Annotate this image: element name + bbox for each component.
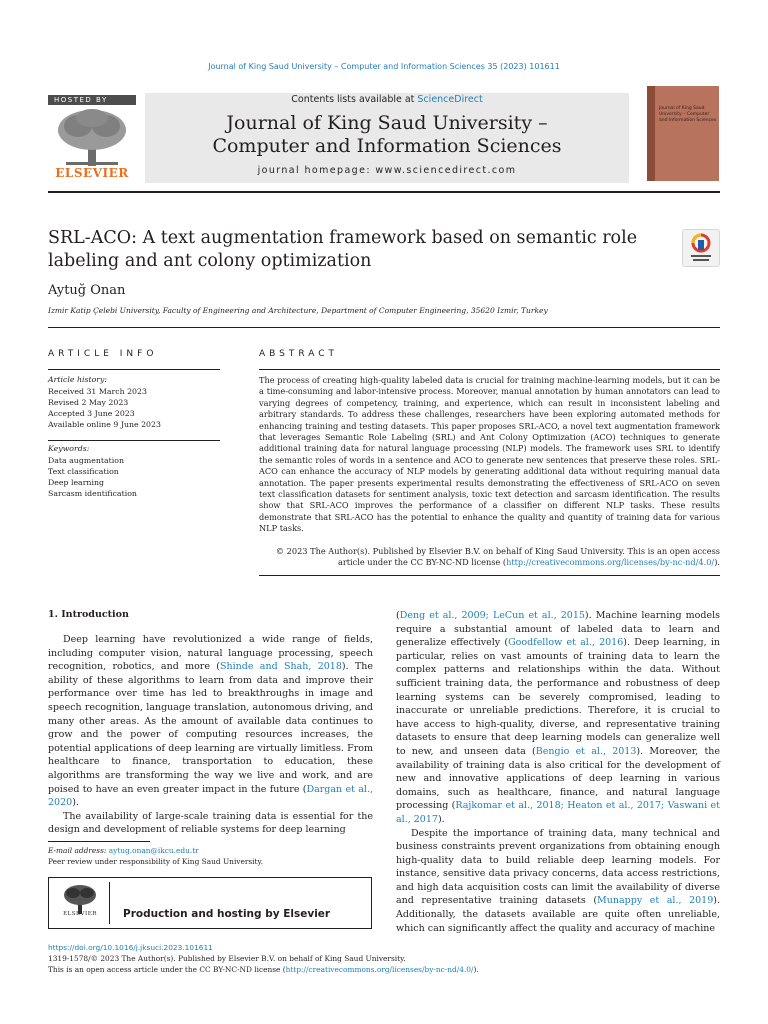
elsevier-wordmark: ELSEVIER	[55, 166, 129, 180]
paragraph-text: ).	[437, 813, 445, 825]
intro-right-column	[396, 609, 720, 935]
intro-left-column	[48, 633, 373, 837]
keyword-item: Data augmentation	[48, 456, 124, 465]
footnote-email	[48, 846, 199, 855]
cover-spine	[647, 86, 655, 181]
paragraph-text: ). Moreover, the availability of training data is also critical for the development of new and innovative applications of deep learning in various domains, such as healthcare, finance, and natural language processing (	[396, 745, 721, 812]
license-link-bottom[interactable]: http://creativecommons.org/licenses/by-nc-nd/4.0/	[285, 965, 474, 974]
citation-link[interactable]: Deng et al., 2009; LeCun et al., 2015	[399, 610, 585, 621]
article-history-heading: Article history:	[48, 375, 108, 384]
intro-paragraph	[396, 827, 720, 936]
license-link[interactable]: http://creativecommons.org/licenses/by-nc-nd/4.0/	[506, 557, 715, 568]
email-label: E-mail address:	[48, 846, 109, 855]
keywords-rule	[48, 440, 220, 441]
introduction-heading: 1. Introduction	[48, 609, 129, 620]
intro-paragraph	[396, 609, 720, 827]
header-rule	[48, 191, 720, 193]
article-title-line2: labeling and ant colony optimization	[48, 251, 372, 271]
history-accepted: Accepted 3 June 2023	[48, 409, 135, 418]
author-name[interactable]: Aytuğ Onan	[48, 283, 126, 298]
journal-cover-thumbnail[interactable]	[647, 86, 719, 181]
intro-paragraph	[48, 633, 373, 810]
history-revised: Revised 2 May 2023	[48, 398, 129, 407]
paragraph-text: Despite the importance of training data, many technical and business constraints prevent organizations from obtaining enough high-quality data to build reliable deep learning models. For instance, sensitive data privacy concerns, data access restrictions, and high data acquisition costs can limit the availability of diverse and representative training datasets (	[396, 827, 720, 907]
journal-title-line2: Computer and Information Sciences	[212, 135, 562, 157]
footnote-peer-review: Peer review under responsibility of King Saud University.	[48, 857, 264, 866]
author-affiliation: Izmir Katip Çelebi University, Faculty of Engineering and Architecture, Department of Computer Engineering, 35620 Izmir, Turkey	[48, 306, 548, 315]
issn-line: 1319-1578/© 2023 The Author(s). Published by Elsevier B.V. on behalf of King Saud University.	[48, 954, 406, 963]
keywords-heading: Keywords:	[48, 444, 90, 453]
elsevier-tree-logo	[48, 106, 136, 172]
keyword-item: Deep learning	[48, 478, 104, 487]
journal-title-line1: Journal of King Saud University –	[226, 112, 548, 134]
contents-line	[145, 94, 629, 105]
paragraph-text: ). Machine learning models require a substantial amount of labeled data to learn and generalize effectively (	[396, 610, 720, 649]
article-title	[48, 227, 648, 273]
abstract-rule	[259, 369, 720, 370]
paragraph-text: ). Deep learning, in particular, relies on vast amounts of training data to learn the complex patterns and relationships within the data. Without sufficient training data, the performance and robustness of deep learning systems can be severely compromised, leading to inaccurate or unreliable predictions. Therefore, it is crucial to have access to high-quality, diverse, and representative training datasets to ensure that deep learning models can generalize well to new, and unseen data (	[396, 637, 720, 757]
abstract-text: The process of creating high-quality labeled data is crucial for training machine-learning models, but it can be a time-consuming and labor-intensive process. Moreover, manual annotation by human annotators can lead to varying degrees of competency, training, and experience, which can result in inconsistent labeling and arbitrary standards. To address these challenges, researchers have been exploring automated methods for enhancing training and testing datasets. This paper proposes SRL-ACO, a novel text augmentation framework that leverages Semantic Role Labeling (SRL) and Ant Colony Optimization (ACO) techniques to generate additional training data for natural language processing (NLP) models. The framework uses SRL to identify the semantic roles of words in a sentence and ACO to generate new sentences that preserve these roles. SRL-ACO can enhance the accuracy of NLP models by generating additional data without requiring manual data annotation. The paper presents experimental results demonstrating the effectiveness of SRL-ACO on seven text classification datasets for sentiment analysis, toxic text detection and sarcasm identification. The results show that SRL-ACO improves the performance of a classifier on different NLP tasks. These results demonstrate that SRL-ACO has the potential to enhance the quality and quantity of training data for various NLP tasks.	[259, 375, 720, 534]
paragraph-text: The availability of large-scale training data is essential for the design and development of reliable systems for deep learning	[48, 810, 373, 836]
history-received: Received 31 March 2023	[48, 387, 147, 396]
abstract-bottom-rule	[259, 575, 720, 576]
sciencedirect-link[interactable]: ScienceDirect	[417, 94, 483, 105]
contents-prefix: Contents lists available at	[291, 94, 418, 105]
copyright-line2: article under the CC BY-NC-ND license (http://creativecommons.org/licenses/by-nc-nd/4.0/).	[337, 557, 720, 568]
citation-link[interactable]: Dargan et al., 2020	[48, 783, 374, 809]
email-link[interactable]: aytug.onan@ikcu.edu.tr	[108, 846, 199, 855]
paragraph-text: ). Additionally, the datasets available are quite often unreliable, which can significantly affect the quality and accuracy of machine	[396, 895, 720, 934]
hosting-text: Production and hosting by Elsevier	[123, 908, 331, 920]
citation-link[interactable]: Goodfellow et al., 2016	[508, 637, 624, 649]
keyword-item: Text classification	[48, 467, 119, 476]
doi-link[interactable]: https://doi.org/10.1016/j.jksuci.2023.101611	[48, 943, 213, 952]
copyright-line1: © 2023 The Author(s). Published by Elsevier B.V. on behalf of King Saud University. This is an open access	[275, 546, 720, 556]
article-info-heading: ARTICLE INFO	[48, 349, 158, 359]
journal-title	[145, 112, 629, 158]
paragraph-text: (	[396, 610, 400, 621]
section-rule	[48, 327, 720, 328]
check-for-updates-icon[interactable]	[682, 229, 720, 267]
hosting-elsevier-wordmark: ELSEVIER	[63, 911, 97, 917]
citation-link[interactable]: Rajkomar et al., 2018; Heaton et al., 2017; Vaswani et al., 2017	[396, 800, 720, 825]
keyword-item: Sarcasm identification	[48, 489, 137, 498]
journal-reference[interactable]: Journal of King Saud University – Computer and Information Sciences 35 (2023) 101611	[208, 62, 560, 71]
open-access-line: This is an open access article under the CC BY-NC-ND license (http://creativecommons.org/licenses/by-nc-nd/4.0/).	[48, 965, 479, 974]
journal-homepage[interactable]: journal homepage: www.sciencedirect.com	[257, 165, 517, 176]
citation-link[interactable]: Shinde and Shah, 2018	[220, 661, 342, 673]
hosted-by-label: HOSTED BY	[48, 95, 136, 105]
cover-title: Journal of King Saud University – Computer and Information Sciences	[659, 106, 717, 123]
citation-link[interactable]: Bengio et al., 2013	[535, 745, 637, 757]
paragraph-text: ). The ability of these algorithms to learn from data and improve their performance over time has led to breakthroughs in image and speech recognition, language translation, autonomous driving, and many other areas. As the amount of available data continues to grow and the power of computing resources increases, the potential applications of deep learning are virtually limitless. From healthcare to finance, transportation to education, these algorithms are transforming the way we live and work, and are poised to have an even greater impact in the future (	[48, 661, 374, 795]
paragraph-text: Deep learning have revolutionized a wide range of fields, including computer vision, natural language processing, speech recognition, robotics, and more (	[48, 634, 373, 673]
article-title-line1: SRL-ACO: A text augmentation framework based on semantic role	[48, 228, 638, 248]
footnote-rule	[48, 841, 150, 842]
abstract-heading: ABSTRACT	[259, 349, 339, 359]
article-info-rule	[48, 369, 220, 370]
paragraph-text: ).	[72, 797, 79, 809]
citation-link[interactable]: Munappy et al., 2019	[597, 895, 714, 907]
hosting-divider	[109, 882, 110, 924]
history-online: Available online 9 June 2023	[48, 420, 161, 429]
intro-paragraph	[48, 810, 373, 837]
abstract-copyright	[259, 546, 720, 569]
